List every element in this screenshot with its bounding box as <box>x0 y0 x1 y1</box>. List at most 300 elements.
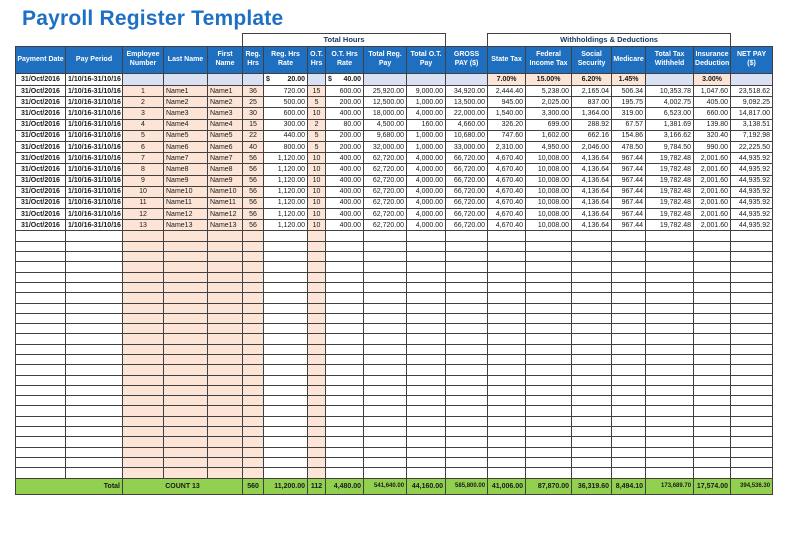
empty-cell[interactable] <box>407 385 446 395</box>
medicare-cell[interactable]: 154.86 <box>612 130 646 141</box>
empty-cell[interactable] <box>694 468 731 478</box>
total-reg-pay-cell[interactable]: 62,720.00 <box>364 186 407 197</box>
empty-cell[interactable] <box>123 365 164 375</box>
empty-cell[interactable] <box>16 385 66 395</box>
empty-cell[interactable] <box>446 365 488 375</box>
state-tax-cell[interactable]: 4,670.40 <box>488 197 526 208</box>
empty-cell[interactable] <box>123 324 164 334</box>
empty-cell[interactable] <box>572 313 612 323</box>
last-name-cell[interactable]: Name5 <box>164 130 208 141</box>
last-name-cell[interactable]: Name11 <box>164 197 208 208</box>
empty-cell[interactable] <box>407 427 446 437</box>
empty-cell[interactable] <box>731 447 773 457</box>
social-security-rate[interactable]: 6.20% <box>572 74 612 86</box>
empty-cell[interactable] <box>446 303 488 313</box>
empty-cell[interactable] <box>326 375 364 385</box>
empty-cell[interactable] <box>123 437 164 447</box>
reg-hrs-rate-value[interactable] <box>264 74 308 86</box>
total-tax-withheld-cell[interactable]: 3,166.62 <box>646 130 694 141</box>
empty-cell[interactable] <box>164 468 208 478</box>
empty-cell[interactable] <box>364 396 407 406</box>
empty-cell[interactable] <box>123 282 164 292</box>
empty-cell[interactable] <box>66 293 123 303</box>
empty-cell[interactable] <box>164 457 208 467</box>
social-security-cell[interactable]: 4,136.64 <box>572 153 612 164</box>
empty-cell[interactable] <box>16 262 66 272</box>
rate-cell[interactable] <box>308 74 326 86</box>
empty-cell[interactable] <box>446 396 488 406</box>
empty-cell[interactable] <box>572 334 612 344</box>
empty-cell[interactable] <box>731 365 773 375</box>
empty-cell[interactable] <box>66 231 123 241</box>
medicare-rate[interactable]: 1.45% <box>612 74 646 86</box>
empty-cell[interactable] <box>526 313 572 323</box>
empty-cell[interactable] <box>123 468 164 478</box>
empty-cell[interactable] <box>16 355 66 365</box>
empty-cell[interactable] <box>364 324 407 334</box>
reg-hrs-cell[interactable]: 56 <box>243 164 264 175</box>
total-o-t-pay-cell[interactable]: 1,000.00 <box>407 97 446 108</box>
federal-income-tax-cell[interactable]: 2,025.00 <box>526 97 572 108</box>
reg-hrs-cell[interactable]: 40 <box>243 141 264 152</box>
empty-cell[interactable] <box>308 262 326 272</box>
first-name-cell[interactable]: Name3 <box>208 108 243 119</box>
empty-cell[interactable] <box>308 334 326 344</box>
o-t-hrs-rate-cell[interactable]: 600.00 <box>326 86 364 97</box>
medicare-cell[interactable]: 319.00 <box>612 108 646 119</box>
empty-cell[interactable] <box>446 231 488 241</box>
o-t-hrs-cell[interactable]: 10 <box>308 197 326 208</box>
empty-cell[interactable] <box>243 375 264 385</box>
empty-cell[interactable] <box>694 272 731 282</box>
net-pay-cell[interactable]: 44,935.92 <box>731 175 773 186</box>
insurance-deduction-cell[interactable]: 320.40 <box>694 130 731 141</box>
empty-cell[interactable] <box>66 427 123 437</box>
empty-cell[interactable] <box>694 385 731 395</box>
empty-cell[interactable] <box>243 272 264 282</box>
empty-cell[interactable] <box>572 355 612 365</box>
empty-cell[interactable] <box>731 252 773 262</box>
empty-cell[interactable] <box>66 365 123 375</box>
employee-number-cell[interactable]: 11 <box>123 197 164 208</box>
empty-cell[interactable] <box>407 437 446 447</box>
empty-cell[interactable] <box>16 293 66 303</box>
empty-cell[interactable] <box>243 282 264 292</box>
empty-cell[interactable] <box>264 293 308 303</box>
medicare-cell[interactable]: 478.50 <box>612 141 646 152</box>
payment-date-cell[interactable]: 31/Oct/2016 <box>16 153 66 164</box>
employee-number-cell[interactable]: 1 <box>123 86 164 97</box>
gross-pay-cell[interactable]: 10,680.00 <box>446 130 488 141</box>
empty-cell[interactable] <box>264 313 308 323</box>
empty-cell[interactable] <box>164 427 208 437</box>
total-reg-pay-cell[interactable]: 25,920.00 <box>364 86 407 97</box>
empty-cell[interactable] <box>364 365 407 375</box>
empty-cell[interactable] <box>66 375 123 385</box>
empty-cell[interactable] <box>164 241 208 251</box>
empty-cell[interactable] <box>488 313 526 323</box>
medicare-cell[interactable]: 967.44 <box>612 164 646 175</box>
state-tax-cell[interactable]: 2,444.40 <box>488 86 526 97</box>
empty-cell[interactable] <box>731 334 773 344</box>
total-o-t-pay-cell[interactable]: 4,000.00 <box>407 153 446 164</box>
reg-hrs-rate-cell[interactable]: 1,120.00 <box>264 220 308 231</box>
empty-cell[interactable] <box>731 406 773 416</box>
empty-cell[interactable] <box>488 262 526 272</box>
empty-cell[interactable] <box>407 262 446 272</box>
employee-number-cell[interactable]: 7 <box>123 153 164 164</box>
rate-cell[interactable] <box>208 74 243 86</box>
reg-hrs-rate-cell[interactable]: 1,120.00 <box>264 209 308 220</box>
empty-cell[interactable] <box>446 385 488 395</box>
empty-cell[interactable] <box>731 231 773 241</box>
empty-cell[interactable] <box>364 447 407 457</box>
empty-cell[interactable] <box>572 324 612 334</box>
empty-cell[interactable] <box>308 313 326 323</box>
gross-pay-cell[interactable]: 66,720.00 <box>446 153 488 164</box>
empty-cell[interactable] <box>694 344 731 354</box>
empty-cell[interactable] <box>326 231 364 241</box>
empty-cell[interactable] <box>208 365 243 375</box>
empty-cell[interactable] <box>446 468 488 478</box>
reg-hrs-cell[interactable]: 25 <box>243 97 264 108</box>
empty-cell[interactable] <box>407 241 446 251</box>
total-o-t-pay-cell[interactable]: 1,000.00 <box>407 130 446 141</box>
empty-cell[interactable] <box>326 355 364 365</box>
pay-period-cell[interactable]: 1/10/16-31/10/16 <box>66 220 123 231</box>
empty-cell[interactable] <box>66 252 123 262</box>
empty-cell[interactable] <box>694 437 731 447</box>
empty-cell[interactable] <box>243 416 264 426</box>
empty-cell[interactable] <box>572 344 612 354</box>
empty-cell[interactable] <box>264 396 308 406</box>
net-pay-cell[interactable]: 44,935.92 <box>731 197 773 208</box>
empty-cell[interactable] <box>572 241 612 251</box>
empty-cell[interactable] <box>326 293 364 303</box>
empty-cell[interactable] <box>66 272 123 282</box>
o-t-hrs-cell[interactable]: 10 <box>308 108 326 119</box>
empty-cell[interactable] <box>66 282 123 292</box>
payment-date-cell[interactable]: 31/Oct/2016 <box>16 164 66 175</box>
empty-cell[interactable] <box>243 241 264 251</box>
empty-cell[interactable] <box>526 416 572 426</box>
empty-cell[interactable] <box>488 457 526 467</box>
empty-cell[interactable] <box>243 385 264 395</box>
empty-cell[interactable] <box>208 457 243 467</box>
empty-cell[interactable] <box>243 344 264 354</box>
o-t-hrs-rate-cell[interactable]: 400.00 <box>326 186 364 197</box>
net-pay-cell[interactable]: 22,225.50 <box>731 141 773 152</box>
empty-cell[interactable] <box>308 355 326 365</box>
empty-cell[interactable] <box>646 468 694 478</box>
empty-cell[interactable] <box>731 282 773 292</box>
net-pay-cell[interactable]: 44,935.92 <box>731 209 773 220</box>
empty-cell[interactable] <box>731 437 773 447</box>
empty-cell[interactable] <box>488 416 526 426</box>
empty-cell[interactable] <box>243 396 264 406</box>
empty-cell[interactable] <box>572 437 612 447</box>
first-name-cell[interactable]: Name8 <box>208 164 243 175</box>
empty-cell[interactable] <box>407 447 446 457</box>
pay-period-cell[interactable]: 1/10/16-31/10/16 <box>66 141 123 152</box>
empty-cell[interactable] <box>612 241 646 251</box>
empty-cell[interactable] <box>164 355 208 365</box>
empty-cell[interactable] <box>364 241 407 251</box>
empty-cell[interactable] <box>326 427 364 437</box>
empty-cell[interactable] <box>66 385 123 395</box>
empty-cell[interactable] <box>164 334 208 344</box>
empty-cell[interactable] <box>731 385 773 395</box>
empty-cell[interactable] <box>326 303 364 313</box>
empty-cell[interactable] <box>326 252 364 262</box>
empty-cell[interactable] <box>16 252 66 262</box>
empty-cell[interactable] <box>731 303 773 313</box>
medicare-cell[interactable]: 967.44 <box>612 197 646 208</box>
empty-cell[interactable] <box>264 262 308 272</box>
pay-period-cell[interactable]: 1/10/16-31/10/16 <box>66 164 123 175</box>
social-security-cell[interactable]: 4,136.64 <box>572 186 612 197</box>
empty-cell[interactable] <box>526 427 572 437</box>
empty-cell[interactable] <box>572 365 612 375</box>
empty-cell[interactable] <box>572 416 612 426</box>
total-reg-pay-cell[interactable]: 62,720.00 <box>364 164 407 175</box>
employee-number-cell[interactable]: 2 <box>123 97 164 108</box>
empty-cell[interactable] <box>646 303 694 313</box>
federal-income-tax-cell[interactable]: 10,008.00 <box>526 209 572 220</box>
empty-cell[interactable] <box>488 396 526 406</box>
total-reg-pay-cell[interactable]: 18,000.00 <box>364 108 407 119</box>
empty-cell[interactable] <box>731 396 773 406</box>
empty-cell[interactable] <box>646 334 694 344</box>
total-tax-withheld-cell[interactable]: 19,782.48 <box>646 164 694 175</box>
payment-date-cell[interactable]: 31/Oct/2016 <box>16 108 66 119</box>
social-security-cell[interactable]: 662.16 <box>572 130 612 141</box>
empty-cell[interactable] <box>243 427 264 437</box>
empty-cell[interactable] <box>364 272 407 282</box>
empty-cell[interactable] <box>407 313 446 323</box>
payment-date-cell[interactable]: 31/Oct/2016 <box>16 130 66 141</box>
empty-cell[interactable] <box>488 447 526 457</box>
empty-cell[interactable] <box>407 334 446 344</box>
empty-cell[interactable] <box>326 416 364 426</box>
empty-cell[interactable] <box>612 437 646 447</box>
empty-cell[interactable] <box>612 365 646 375</box>
empty-cell[interactable] <box>612 313 646 323</box>
gross-pay-cell[interactable]: 13,500.00 <box>446 97 488 108</box>
rate-cell[interactable] <box>407 74 446 86</box>
empty-cell[interactable] <box>731 344 773 354</box>
empty-cell[interactable] <box>526 365 572 375</box>
empty-cell[interactable] <box>612 468 646 478</box>
empty-cell[interactable] <box>243 365 264 375</box>
rate-cell[interactable] <box>446 74 488 86</box>
empty-cell[interactable] <box>646 324 694 334</box>
empty-cell[interactable] <box>308 385 326 395</box>
empty-cell[interactable] <box>16 313 66 323</box>
gross-pay-cell[interactable]: 33,000.00 <box>446 141 488 152</box>
medicare-cell[interactable]: 506.34 <box>612 86 646 97</box>
state-tax-cell[interactable]: 4,670.40 <box>488 220 526 231</box>
empty-cell[interactable] <box>646 252 694 262</box>
empty-cell[interactable] <box>407 457 446 467</box>
empty-cell[interactable] <box>364 427 407 437</box>
employee-number-cell[interactable]: 5 <box>123 130 164 141</box>
empty-cell[interactable] <box>16 231 66 241</box>
net-pay-cell[interactable]: 9,092.25 <box>731 97 773 108</box>
federal-income-tax-cell[interactable]: 4,950.00 <box>526 141 572 152</box>
empty-cell[interactable] <box>164 437 208 447</box>
empty-cell[interactable] <box>488 468 526 478</box>
empty-cell[interactable] <box>526 385 572 395</box>
empty-cell[interactable] <box>264 468 308 478</box>
pay-period-cell[interactable]: 1/10/16-31/10/16 <box>66 119 123 130</box>
empty-cell[interactable] <box>308 272 326 282</box>
empty-cell[interactable] <box>572 262 612 272</box>
empty-cell[interactable] <box>208 324 243 334</box>
empty-cell[interactable] <box>646 427 694 437</box>
state-tax-cell[interactable]: 4,670.40 <box>488 186 526 197</box>
empty-cell[interactable] <box>446 293 488 303</box>
state-tax-cell[interactable]: 747.60 <box>488 130 526 141</box>
total-tax-withheld-cell[interactable]: 19,782.48 <box>646 209 694 220</box>
empty-cell[interactable] <box>731 324 773 334</box>
empty-cell[interactable] <box>612 334 646 344</box>
empty-cell[interactable] <box>612 272 646 282</box>
empty-cell[interactable] <box>243 468 264 478</box>
empty-cell[interactable] <box>66 344 123 354</box>
medicare-cell[interactable]: 967.44 <box>612 220 646 231</box>
o-t-hrs-cell[interactable]: 10 <box>308 186 326 197</box>
pay-period-cell[interactable]: 1/10/16-31/10/16 <box>66 130 123 141</box>
empty-cell[interactable] <box>446 262 488 272</box>
empty-cell[interactable] <box>264 344 308 354</box>
empty-cell[interactable] <box>308 303 326 313</box>
first-name-cell[interactable]: Name6 <box>208 141 243 152</box>
empty-cell[interactable] <box>326 262 364 272</box>
empty-cell[interactable] <box>326 457 364 467</box>
state-tax-cell[interactable]: 4,670.40 <box>488 153 526 164</box>
first-name-cell[interactable]: Name1 <box>208 86 243 97</box>
empty-cell[interactable] <box>264 252 308 262</box>
empty-cell[interactable] <box>123 252 164 262</box>
reg-hrs-cell[interactable]: 56 <box>243 197 264 208</box>
empty-cell[interactable] <box>326 334 364 344</box>
empty-cell[interactable] <box>446 437 488 447</box>
empty-cell[interactable] <box>407 231 446 241</box>
empty-cell[interactable] <box>526 375 572 385</box>
empty-cell[interactable] <box>16 416 66 426</box>
empty-cell[interactable] <box>264 231 308 241</box>
o-t-hrs-rate-cell[interactable]: 400.00 <box>326 153 364 164</box>
empty-cell[interactable] <box>308 293 326 303</box>
empty-cell[interactable] <box>66 437 123 447</box>
empty-cell[interactable] <box>326 396 364 406</box>
empty-cell[interactable] <box>123 355 164 365</box>
empty-cell[interactable] <box>243 457 264 467</box>
empty-cell[interactable] <box>612 344 646 354</box>
net-pay-cell[interactable]: 23,518.62 <box>731 86 773 97</box>
empty-cell[interactable] <box>208 303 243 313</box>
empty-cell[interactable] <box>612 355 646 365</box>
empty-cell[interactable] <box>164 385 208 395</box>
total-reg-pay-cell[interactable]: 4,500.00 <box>364 119 407 130</box>
empty-cell[interactable] <box>243 406 264 416</box>
empty-cell[interactable] <box>488 427 526 437</box>
empty-cell[interactable] <box>243 324 264 334</box>
empty-cell[interactable] <box>16 437 66 447</box>
first-name-cell[interactable]: Name13 <box>208 220 243 231</box>
empty-cell[interactable] <box>364 303 407 313</box>
empty-cell[interactable] <box>264 385 308 395</box>
empty-cell[interactable] <box>66 262 123 272</box>
o-t-hrs-rate-cell[interactable]: 400.00 <box>326 164 364 175</box>
empty-cell[interactable] <box>694 231 731 241</box>
empty-cell[interactable] <box>731 313 773 323</box>
gross-pay-cell[interactable]: 66,720.00 <box>446 197 488 208</box>
empty-cell[interactable] <box>488 406 526 416</box>
empty-cell[interactable] <box>208 241 243 251</box>
gross-pay-cell[interactable]: 66,720.00 <box>446 209 488 220</box>
payment-date-cell[interactable]: 31/Oct/2016 <box>16 141 66 152</box>
empty-cell[interactable] <box>208 293 243 303</box>
empty-cell[interactable] <box>572 293 612 303</box>
empty-cell[interactable] <box>264 437 308 447</box>
empty-cell[interactable] <box>16 272 66 282</box>
empty-cell[interactable] <box>308 375 326 385</box>
last-name-cell[interactable]: Name6 <box>164 141 208 152</box>
empty-cell[interactable] <box>208 334 243 344</box>
empty-cell[interactable] <box>264 416 308 426</box>
first-name-cell[interactable]: Name12 <box>208 209 243 220</box>
empty-cell[interactable] <box>66 396 123 406</box>
medicare-cell[interactable]: 967.44 <box>612 153 646 164</box>
empty-cell[interactable] <box>264 375 308 385</box>
o-t-hrs-rate-cell[interactable]: 400.00 <box>326 108 364 119</box>
o-t-hrs-cell[interactable]: 10 <box>308 175 326 186</box>
state-tax-cell[interactable]: 945.00 <box>488 97 526 108</box>
empty-cell[interactable] <box>612 406 646 416</box>
empty-cell[interactable] <box>646 406 694 416</box>
empty-cell[interactable] <box>646 241 694 251</box>
empty-cell[interactable] <box>66 303 123 313</box>
net-pay-cell[interactable]: 7,192.98 <box>731 130 773 141</box>
last-name-cell[interactable]: Name7 <box>164 153 208 164</box>
empty-cell[interactable] <box>612 252 646 262</box>
empty-cell[interactable] <box>646 344 694 354</box>
o-t-hrs-rate-cell[interactable]: 400.00 <box>326 209 364 220</box>
rate-cell[interactable] <box>123 74 164 86</box>
empty-cell[interactable] <box>164 282 208 292</box>
empty-cell[interactable] <box>264 355 308 365</box>
empty-cell[interactable] <box>364 416 407 426</box>
federal-income-tax-cell[interactable]: 10,008.00 <box>526 186 572 197</box>
empty-cell[interactable] <box>123 303 164 313</box>
empty-cell[interactable] <box>694 457 731 467</box>
ot-hrs-rate-value[interactable] <box>326 74 364 86</box>
state-tax-cell[interactable]: 4,670.40 <box>488 175 526 186</box>
empty-cell[interactable] <box>488 324 526 334</box>
empty-cell[interactable] <box>526 355 572 365</box>
empty-cell[interactable] <box>694 375 731 385</box>
payment-date-cell[interactable]: 31/Oct/2016 <box>16 186 66 197</box>
empty-cell[interactable] <box>731 262 773 272</box>
total-tax-withheld-cell[interactable]: 1,381.69 <box>646 119 694 130</box>
insurance-deduction-rate[interactable]: 3.00% <box>694 74 731 86</box>
empty-cell[interactable] <box>612 324 646 334</box>
empty-cell[interactable] <box>164 416 208 426</box>
first-name-cell[interactable]: Name5 <box>208 130 243 141</box>
empty-cell[interactable] <box>526 324 572 334</box>
